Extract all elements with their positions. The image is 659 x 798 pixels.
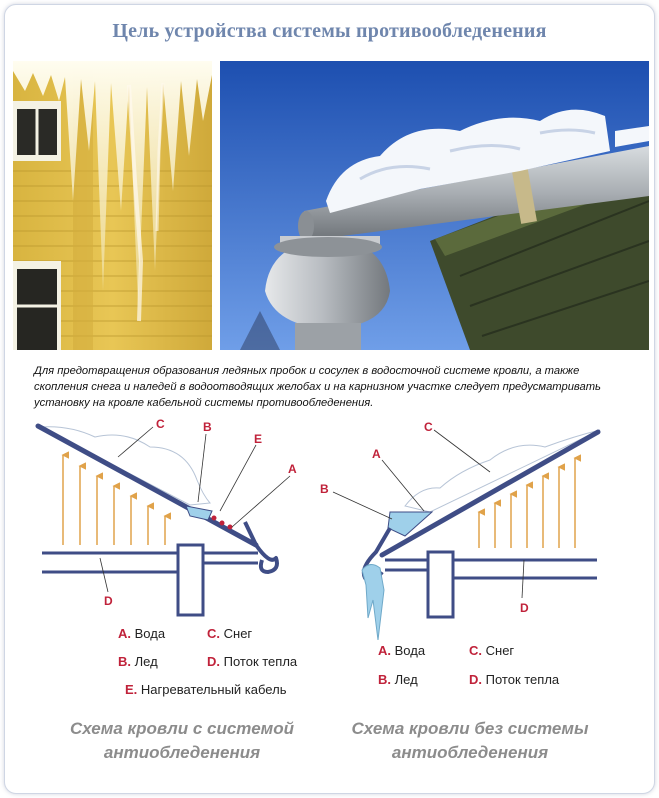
left-legend-heat: D. Поток тепла [207,654,298,669]
right-legend-heat: D. Поток тепла [469,672,560,687]
left-label-e: E [254,432,263,446]
right-label-a: A [372,447,381,461]
left-label-b: B [203,420,212,434]
page-title: Цель устройства системы противообледенения [112,20,547,42]
right-caption: Схема кровли без системы антиобледенения [351,719,589,762]
left-legend-snow: C. Снег [207,626,253,641]
left-label-a: A [288,462,297,476]
description-text: Для предотвращения образования ледяных пробок и сосулек в водосточной системе кровли, а также скопления снега и наледей в водоотводящих желобах и на карнизном участке следует предусматривать установку на кровле кабельной системы противообледенения. [34,365,601,409]
left-legend-water: A. Вода [118,626,166,641]
right-icicle [362,564,384,640]
right-legend-water: A. Вода [378,643,426,658]
left-label-c: C [156,417,165,431]
left-caption: Схема кровли с системой антиобледенения [69,719,294,762]
right-label-b: B [320,482,329,496]
right-snow [405,430,600,512]
left-legend-cable: E. Нагревательный кабель [125,682,287,697]
left-legend-ice: B. Лед [118,654,158,669]
right-legend-ice: B. Лед [378,672,418,687]
right-legend-snow: C. Снег [469,643,515,658]
right-label-c: C [424,420,433,434]
left-label-d: D [104,594,113,608]
left-scheme [38,417,297,615]
right-scheme [320,420,600,640]
right-label-d: D [520,601,529,615]
